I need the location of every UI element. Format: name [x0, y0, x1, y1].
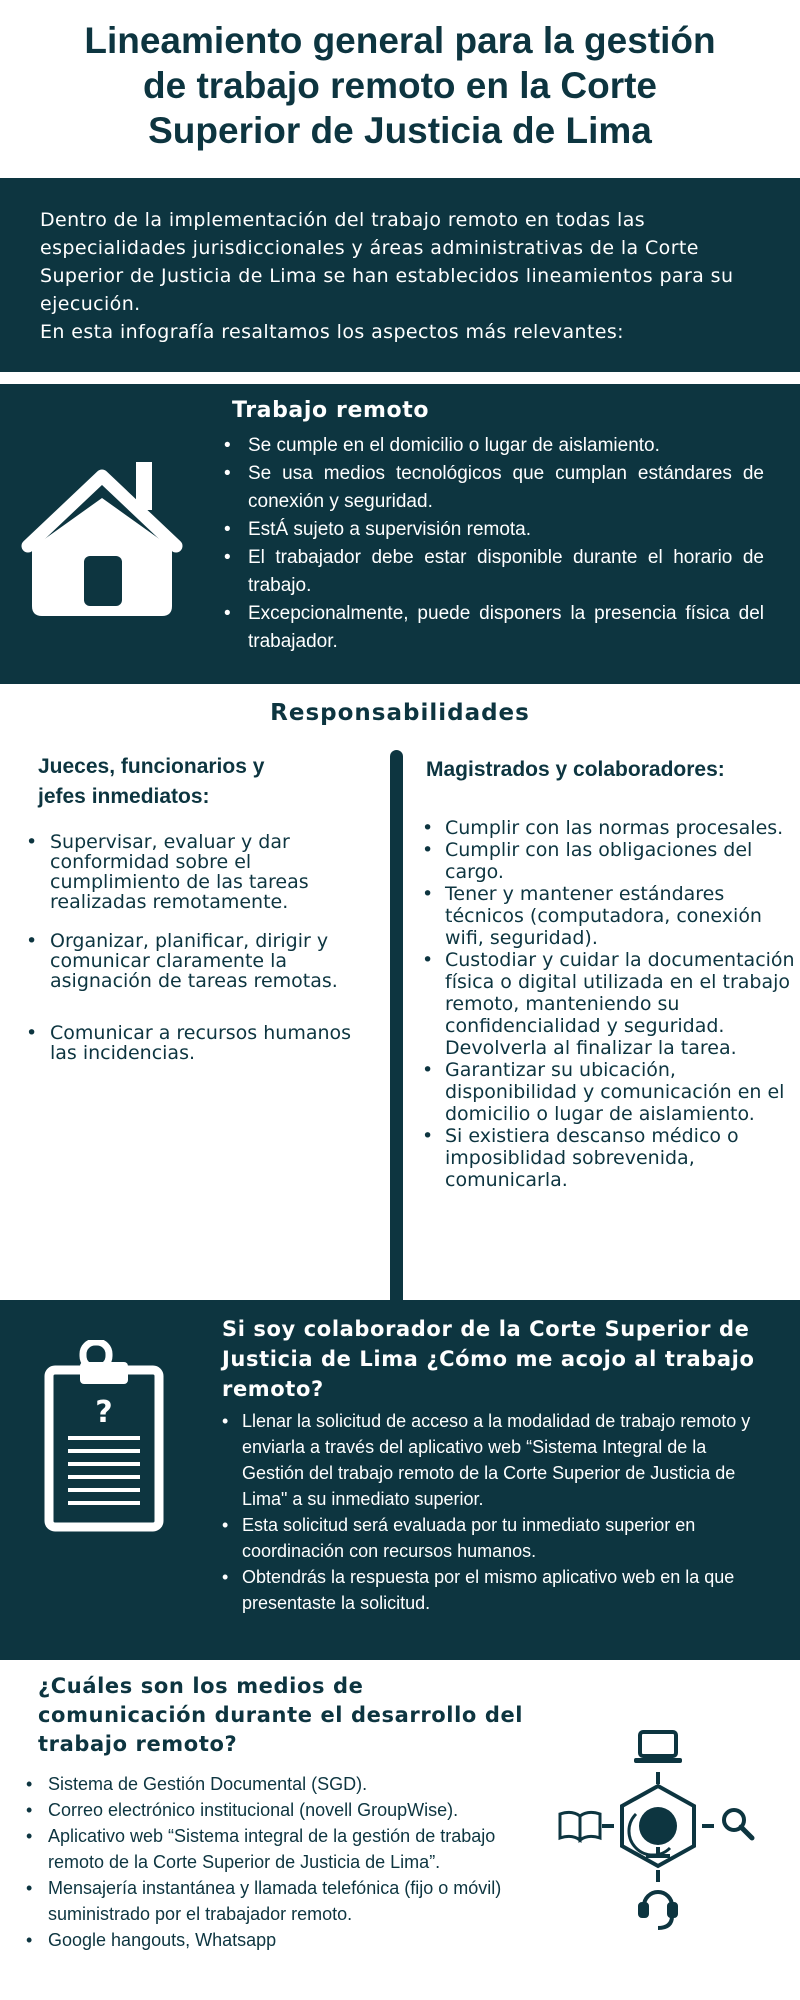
list-item: • Se usa medios tecnológicos que cumplan estándares de conexión y seguridad.: [222, 460, 764, 516]
medios-heading: ¿Cuáles son los medios de comunicación durante el desarrollo del trabajo remoto?: [38, 1674, 524, 1756]
list-item: • Obtendrás la respuesta por el mismo aplicativo web en la que presentaste la solicitud.: [222, 1564, 762, 1616]
medios-list: [24, 1771, 524, 1953]
intro-section: [0, 178, 800, 372]
trabajo-remoto-list: [222, 432, 764, 656]
intro-paragraph-1: Dentro de la implementación del trabajo remoto en todas las especialidades jurisdiccionales y áreas administrativas de la Corte Superior de Justicia de Lima se han establecidos lineamientos para su ejecución.: [40, 209, 734, 315]
list-item: • Google hangouts, Whatsapp: [24, 1927, 524, 1953]
jueces-list: [24, 832, 374, 1082]
magnifier-icon: [724, 1810, 752, 1838]
jueces-heading-line-1: Jueces, funcionarios y: [38, 755, 265, 778]
magistrados-heading: Magistrados y colaboradores:: [426, 758, 725, 781]
svg-text:?: ?: [95, 1395, 113, 1430]
title-line-2: de trabajo remoto en la Corte: [143, 65, 657, 106]
list-item: • Organizar, planificar, dirigir y comunicar claramente la asignación de tareas remotas.: [24, 931, 374, 991]
jueces-heading-line-2: jefes inmediatos:: [38, 785, 210, 808]
list-item: • Cumplir con las normas procesales.: [418, 817, 798, 839]
list-item: • Esta solicitud será evaluada por tu inmediato superior en coordinación con recursos humanos.: [222, 1512, 762, 1564]
list-item: • Comunicar a recursos humanos las incidencias.: [24, 1023, 374, 1063]
acogerse-list: [222, 1408, 762, 1616]
globe-icon: [629, 1807, 677, 1858]
intro-paragraph-2: En esta infografía resaltamos los aspectos más relevantes:: [40, 321, 624, 343]
list-item: • Correo electrónico institucional (novell GroupWise).: [24, 1797, 524, 1823]
page-title: [0, 18, 800, 153]
acogerse-heading: Si soy colaborador de la Corte Superior de Justicia de Lima ¿Cómo me acojo al trabajo remoto?: [222, 1317, 755, 1401]
list-item: • Tener y mantener estándares técnicos (computadora, conexión wifi, seguridad).: [418, 883, 798, 949]
title-line-1: Lineamiento general para la gestión: [84, 20, 716, 61]
list-item: • Cumplir con las obligaciones del cargo.: [418, 839, 798, 883]
list-item: • Supervisar, evaluar y dar conformidad sobre el cumplimiento de las tareas realizadas remotamente.: [24, 832, 374, 912]
responsabilidades-heading: Responsabilidades: [270, 700, 530, 726]
list-item: • Garantizar su ubicación, disponibilidad y comunicación en el domicilio o lugar de aislamiento.: [418, 1059, 798, 1125]
list-item: • El trabajador debe estar disponible durante el horario de trabajo.: [222, 544, 764, 600]
communication-hub-icon: [548, 1720, 768, 1950]
list-item: • EstÁ sujeto a supervisión remota.: [222, 516, 764, 544]
list-item: • Llenar la solicitud de acceso a la modalidad de trabajo remoto y enviarla a través del aplicativo web “Sistema Integral de la Gestión del trabajo remoto de la Corte Superior de Justicia de Lima" a su inmediato superior.: [222, 1408, 762, 1512]
clipboard-question-icon: [44, 1340, 164, 1532]
headset-icon: [640, 1892, 676, 1928]
list-item: • Mensajería instantánea y llamada telefónica (fijo o móvil) suministrado por el trabajador remoto.: [24, 1875, 524, 1927]
trabajo-remoto-section: [0, 384, 800, 684]
book-icon: [560, 1812, 600, 1840]
jueces-heading: [38, 752, 298, 812]
magistrados-list: [418, 817, 798, 1191]
title-line-3: Superior de Justicia de Lima: [148, 110, 652, 151]
column-divider: [390, 750, 403, 1300]
list-item: • Si existiera descanso médico o imposiblidad sobrevenida, comunicarla.: [418, 1125, 798, 1191]
trabajo-remoto-heading: Trabajo remoto: [232, 398, 430, 423]
house-icon: [20, 462, 184, 616]
list-item: • Sistema de Gestión Documental (SGD).: [24, 1771, 524, 1797]
list-item: • Se cumple en el domicilio o lugar de aislamiento.: [222, 432, 764, 460]
list-item: • Aplicativo web “Sistema integral de la gestión de trabajo remoto de la Corte Superior de Justicia de Lima”.: [24, 1823, 524, 1875]
acogerse-section: [0, 1300, 800, 1660]
monitor-icon: [634, 1732, 682, 1763]
list-item: • Excepcionalmente, puede disponers la presencia física del trabajador.: [222, 600, 764, 656]
list-item: • Custodiar y cuidar la documentación física o digital utilizada en el trabajo remoto, manteniendo su confidencialidad y seguridad. Devolverla al finalizar la tarea.: [418, 949, 798, 1059]
